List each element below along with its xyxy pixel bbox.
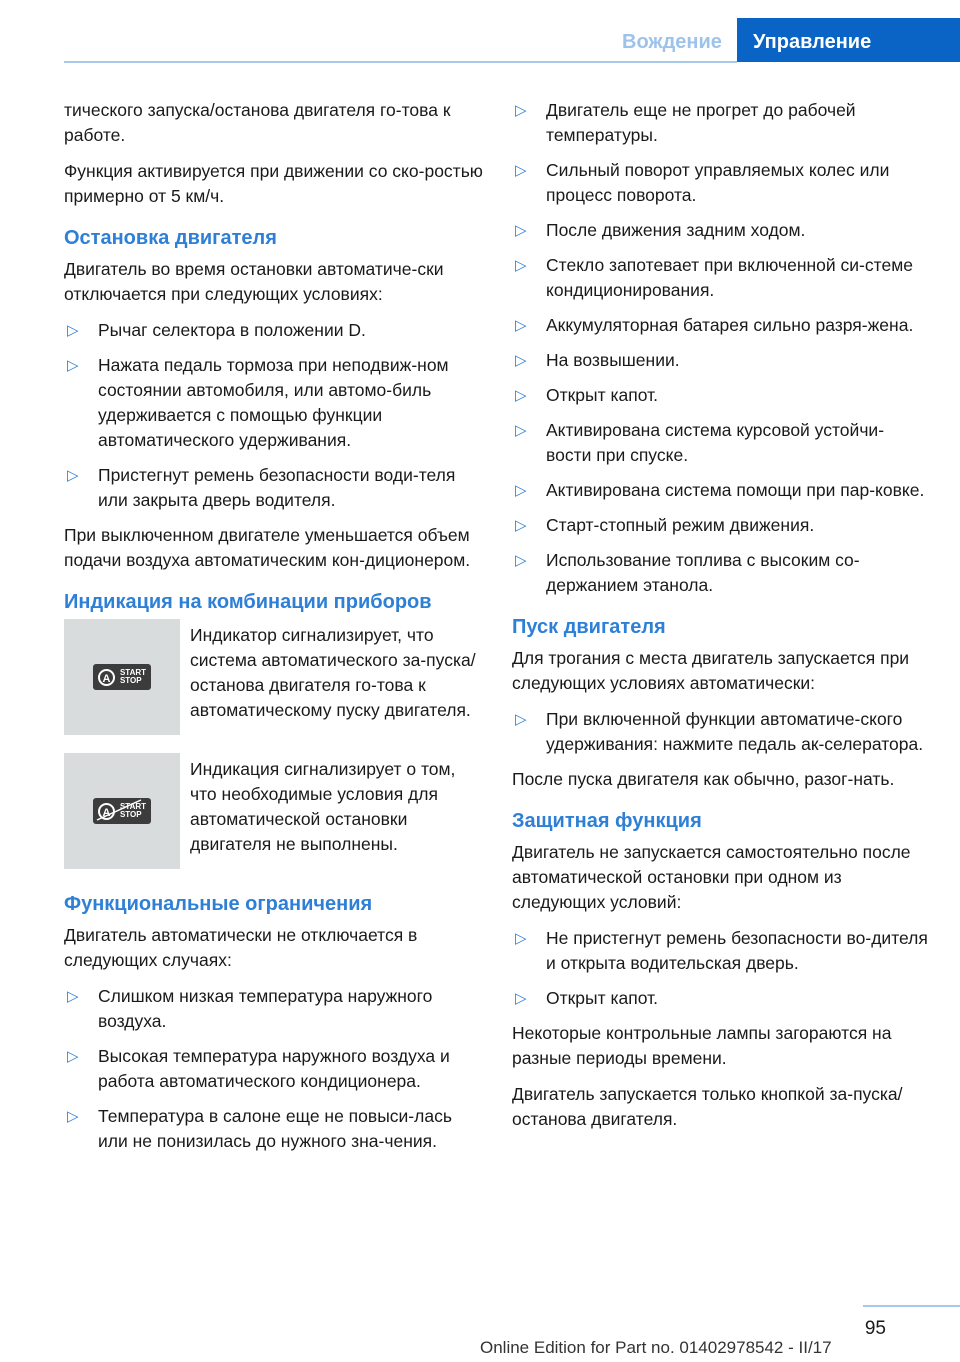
- stop-conditions-list: [64, 318, 484, 513]
- list-item: ▷ Не пристегнут ремень безопасности во-дителя и открыта водительская дверь.: [515, 928, 928, 973]
- indicator-ready: [64, 623, 484, 735]
- triangle-bullet-icon: ▷: [515, 552, 527, 569]
- indicator-description: Индикация сигнализирует о том, что необходимые условия для автоматической остановки двигателя не выполнены.: [190, 759, 456, 854]
- page-number: 95: [864, 1318, 886, 1339]
- triangle-bullet-icon: ▷: [515, 711, 527, 728]
- indicator-image: [64, 619, 180, 735]
- list-item: ▷ Старт-стопный режим движения.: [512, 513, 928, 538]
- list-item: ▷ Использование топлива с высоким со-держанием этанола.: [515, 550, 860, 595]
- edition-label: Online Edition for Part no. 01402978542 - II/17: [480, 1338, 832, 1357]
- triangle-bullet-icon: ▷: [515, 222, 527, 239]
- list-item: ▷ Двигатель еще не прогрет до рабочей температуры.: [515, 100, 856, 145]
- triangle-bullet-icon: ▷: [515, 317, 527, 334]
- paragraph: Функция активируется при движении со ско-ростью примерно от 5 км/ч.: [64, 161, 483, 206]
- paragraph: Двигатель автоматически не отключается в следующих случаях:: [64, 925, 418, 970]
- triangle-bullet-icon: ▷: [515, 990, 527, 1007]
- list-item: ▷ Температура в салоне еще не повыси-лась или не понизилась до нужного зна-чения.: [67, 1106, 452, 1151]
- header-divider: [64, 61, 737, 63]
- triangle-bullet-icon: ▷: [67, 1048, 79, 1065]
- indicator-description: Индикатор сигнализирует, что система автоматического за-пуска/останова двигателя го-това к автоматическому пуску двигателя.: [190, 625, 476, 720]
- list-item: ▷ Открыт капот.: [512, 986, 928, 1011]
- triangle-bullet-icon: ▷: [67, 1108, 79, 1125]
- list-item: ▷ Стекло запотевает при включенной си-стеме кондиционирования.: [515, 255, 913, 300]
- list-item: ▷ Активирована система помощи при пар-ковке.: [512, 478, 928, 503]
- triangle-bullet-icon: ▷: [515, 257, 527, 274]
- list-item: ▷ Нажата педаль тормоза при неподвиж-ном состоянии автомобиля, или автомо-биль удерживается с помощью функции автоматического удерживания.: [67, 355, 449, 450]
- auto-start-stop-icon: A START STOP: [93, 664, 151, 690]
- triangle-bullet-icon: ▷: [67, 988, 79, 1005]
- footer-divider: [863, 1305, 960, 1307]
- indicator-not-ready: [64, 757, 484, 869]
- right-column: [512, 98, 928, 1143]
- protection-conditions-list: [512, 926, 928, 1011]
- list-item: ▷ Аккумуляторная батарея сильно разря-жена.: [512, 313, 928, 338]
- list-item: ▷ Рычаг селектора в положении D.: [64, 318, 484, 343]
- list-item: ▷ Высокая температура наружного воздуха и работа автоматического кондиционера.: [67, 1046, 450, 1091]
- left-column: [64, 98, 484, 1164]
- list-item: ▷ Сильный поворот управляемых колес или процесс поворота.: [515, 160, 890, 205]
- triangle-bullet-icon: ▷: [67, 322, 79, 339]
- triangle-bullet-icon: ▷: [515, 102, 527, 119]
- triangle-bullet-icon: ▷: [515, 162, 527, 179]
- list-item: ▷ Активирована система курсовой устойчи-вости при спуске.: [515, 420, 885, 465]
- paragraph: тического запуска/останова двигателя го-това к работе.: [64, 100, 451, 145]
- section-heading-indication: Индикация на комбинации приборов: [64, 591, 432, 613]
- start-conditions-list: [512, 707, 928, 757]
- tab-controls[interactable]: Управление: [737, 18, 960, 62]
- triangle-bullet-icon: ▷: [67, 357, 79, 374]
- section-heading-protection: Защитная функция: [512, 810, 702, 832]
- triangle-bullet-icon: ▷: [67, 467, 79, 484]
- list-item: ▷ Открыт капот.: [512, 383, 928, 408]
- tab-driving[interactable]: Вождение: [622, 31, 722, 53]
- limitations-list: [64, 984, 484, 1154]
- triangle-bullet-icon: ▷: [515, 387, 527, 404]
- paragraph: Двигатель во время остановки автоматиче-ски отключается при следующих условиях:: [64, 259, 444, 304]
- list-item: ▷ На возвышении.: [512, 348, 928, 373]
- limitations-list-continued: [512, 98, 928, 598]
- list-item: ▷ Слишком низкая температура наружного воздуха.: [67, 986, 433, 1031]
- triangle-bullet-icon: ▷: [515, 930, 527, 947]
- triangle-bullet-icon: ▷: [515, 517, 527, 534]
- section-heading-limitations: Функциональные ограничения: [64, 893, 373, 915]
- paragraph: Для трогания с места двигатель запускается при следующих условиях автоматически:: [512, 648, 910, 693]
- section-heading-engine-start: Пуск двигателя: [512, 616, 666, 638]
- strike-through-icon: [93, 798, 145, 822]
- auto-start-stop-off-icon: A START STOP: [93, 798, 151, 824]
- paragraph: После пуска двигателя как обычно, разог-нать.: [512, 769, 895, 789]
- triangle-bullet-icon: ▷: [515, 352, 527, 369]
- section-heading-engine-stop: Остановка двигателя: [64, 227, 277, 249]
- paragraph: Двигатель запускается только кнопкой за-пуска/останова двигателя.: [512, 1084, 903, 1129]
- paragraph: При выключенном двигателе уменьшается объем подачи воздуха автоматическим кон-диционером.: [64, 525, 471, 570]
- paragraph: Двигатель не запускается самостоятельно после автоматической остановки при одном из следующих условий:: [512, 842, 911, 912]
- triangle-bullet-icon: ▷: [515, 482, 527, 499]
- list-item: ▷ После движения задним ходом.: [512, 218, 928, 243]
- list-item: ▷ При включенной функции автоматиче-ского удерживания: нажмите педаль ак-селератора.: [515, 709, 924, 754]
- triangle-bullet-icon: ▷: [515, 422, 527, 439]
- list-item: ▷ Пристегнут ремень безопасности води-теля или закрыта дверь водителя.: [67, 465, 456, 510]
- paragraph: Некоторые контрольные лампы загораются на разные периоды времени.: [512, 1023, 892, 1068]
- indicator-image: [64, 753, 180, 869]
